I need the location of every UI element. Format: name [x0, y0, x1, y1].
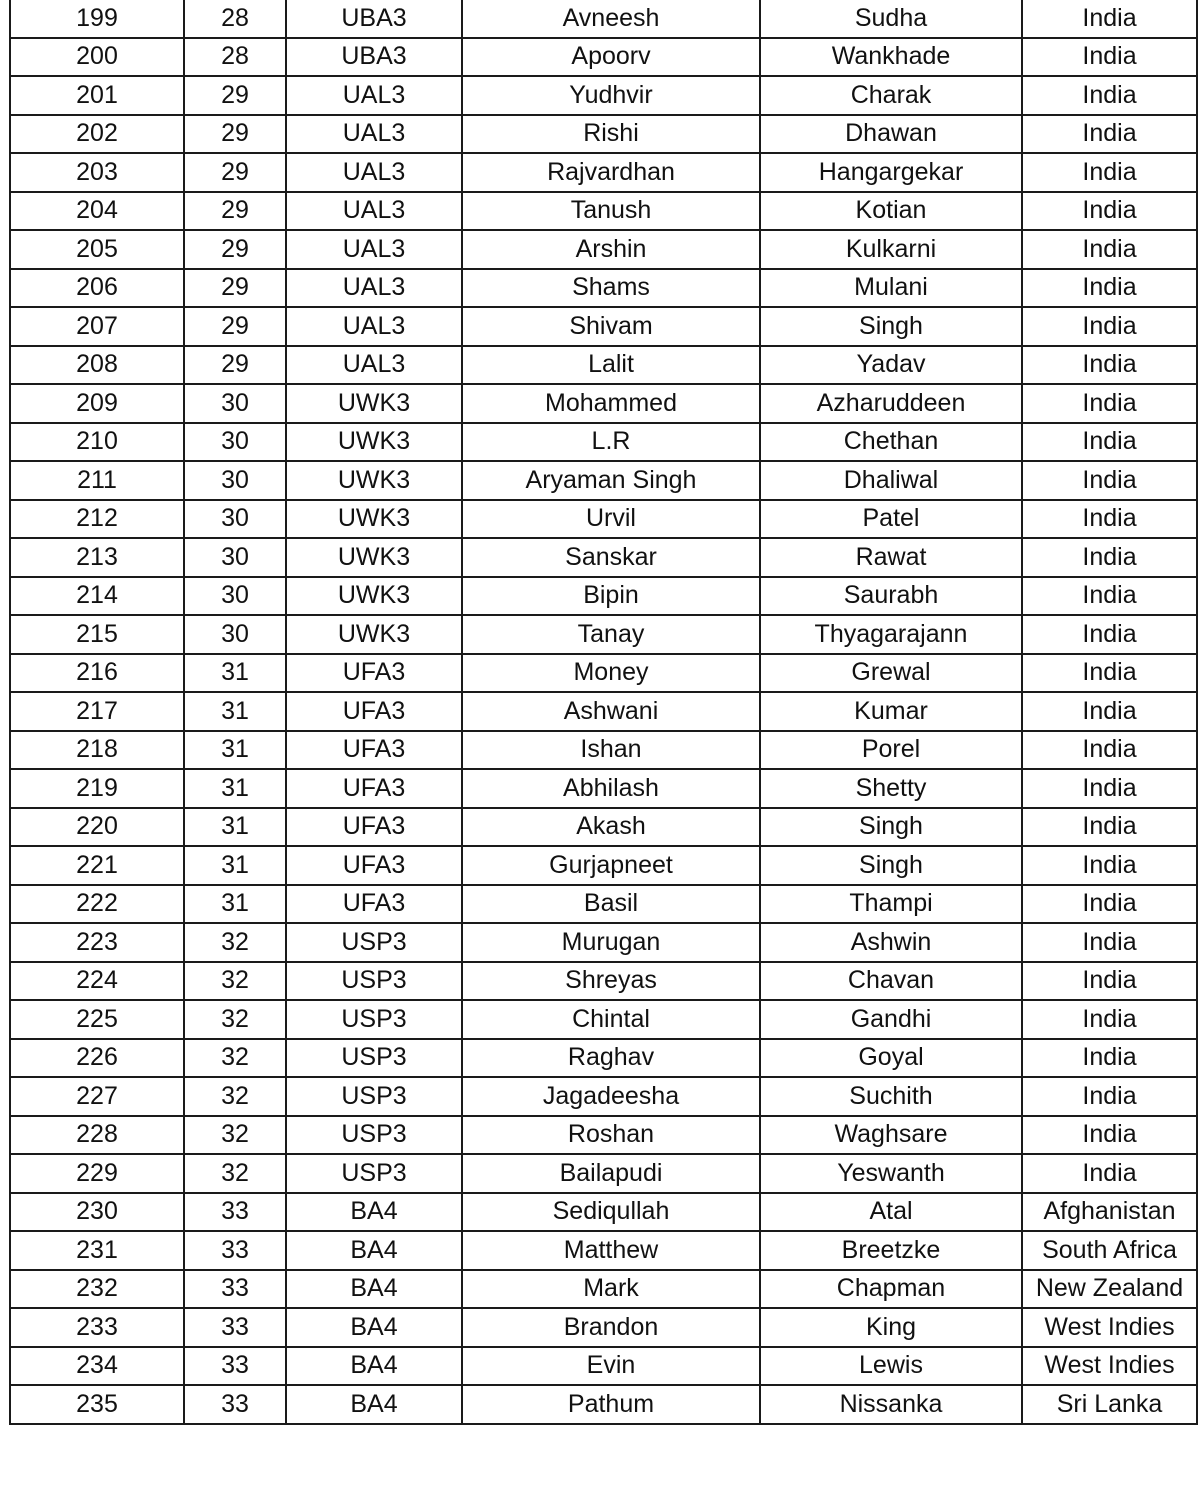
- table-row: [10, 1077, 1197, 1116]
- serial-number-cell: 206: [10, 269, 184, 308]
- country-cell: India: [1022, 461, 1197, 500]
- country-cell: India: [1022, 846, 1197, 885]
- surname-cell: Porel: [760, 731, 1022, 770]
- first-name-cell: Akash: [462, 808, 760, 847]
- surname-cell: Grewal: [760, 654, 1022, 693]
- serial-number-cell: 203: [10, 153, 184, 192]
- country-cell: India: [1022, 577, 1197, 616]
- serial-number-cell: 204: [10, 192, 184, 231]
- set-code-cell: UWK3: [286, 615, 462, 654]
- surname-cell: Thampi: [760, 885, 1022, 924]
- first-name-cell: Avneesh: [462, 0, 760, 38]
- table-row: [10, 346, 1197, 385]
- set-number-cell: 29: [184, 153, 286, 192]
- set-code-cell: UBA3: [286, 0, 462, 38]
- first-name-cell: Arshin: [462, 230, 760, 269]
- first-name-cell: Yudhvir: [462, 76, 760, 115]
- table-row: [10, 846, 1197, 885]
- first-name-cell: Raghav: [462, 1039, 760, 1078]
- country-cell: India: [1022, 1000, 1197, 1039]
- player-list-sheet: [9, 0, 1196, 1425]
- serial-number-cell: 231: [10, 1231, 184, 1270]
- country-cell: India: [1022, 0, 1197, 38]
- country-cell: India: [1022, 500, 1197, 539]
- set-code-cell: UAL3: [286, 115, 462, 154]
- serial-number-cell: 218: [10, 731, 184, 770]
- set-code-cell: UAL3: [286, 192, 462, 231]
- set-number-cell: 33: [184, 1308, 286, 1347]
- table-row: [10, 1116, 1197, 1155]
- set-code-cell: UFA3: [286, 885, 462, 924]
- set-code-cell: UFA3: [286, 654, 462, 693]
- table-row: [10, 76, 1197, 115]
- set-code-cell: USP3: [286, 1154, 462, 1193]
- first-name-cell: Abhilash: [462, 769, 760, 808]
- serial-number-cell: 233: [10, 1308, 184, 1347]
- first-name-cell: Lalit: [462, 346, 760, 385]
- player-table: [9, 0, 1198, 1425]
- set-code-cell: UFA3: [286, 808, 462, 847]
- set-code-cell: UAL3: [286, 230, 462, 269]
- first-name-cell: Urvil: [462, 500, 760, 539]
- table-row: [10, 577, 1197, 616]
- first-name-cell: Bailapudi: [462, 1154, 760, 1193]
- surname-cell: Chethan: [760, 423, 1022, 462]
- set-number-cell: 31: [184, 731, 286, 770]
- set-number-cell: 32: [184, 1154, 286, 1193]
- set-code-cell: USP3: [286, 923, 462, 962]
- serial-number-cell: 221: [10, 846, 184, 885]
- set-number-cell: 29: [184, 192, 286, 231]
- country-cell: India: [1022, 885, 1197, 924]
- serial-number-cell: 200: [10, 38, 184, 77]
- surname-cell: Suchith: [760, 1077, 1022, 1116]
- table-row: [10, 885, 1197, 924]
- surname-cell: Shetty: [760, 769, 1022, 808]
- surname-cell: Yeswanth: [760, 1154, 1022, 1193]
- set-number-cell: 30: [184, 615, 286, 654]
- table-row: [10, 615, 1197, 654]
- set-number-cell: 32: [184, 1116, 286, 1155]
- serial-number-cell: 213: [10, 538, 184, 577]
- set-number-cell: 31: [184, 846, 286, 885]
- table-row: [10, 1347, 1197, 1386]
- serial-number-cell: 216: [10, 654, 184, 693]
- country-cell: India: [1022, 192, 1197, 231]
- set-number-cell: 32: [184, 1039, 286, 1078]
- first-name-cell: L.R: [462, 423, 760, 462]
- surname-cell: Rawat: [760, 538, 1022, 577]
- country-cell: India: [1022, 769, 1197, 808]
- table-row: [10, 692, 1197, 731]
- serial-number-cell: 220: [10, 808, 184, 847]
- serial-number-cell: 222: [10, 885, 184, 924]
- set-number-cell: 30: [184, 384, 286, 423]
- set-number-cell: 29: [184, 76, 286, 115]
- country-cell: South Africa: [1022, 1231, 1197, 1270]
- surname-cell: Kotian: [760, 192, 1022, 231]
- table-row: [10, 1154, 1197, 1193]
- surname-cell: King: [760, 1308, 1022, 1347]
- set-code-cell: UFA3: [286, 692, 462, 731]
- serial-number-cell: 202: [10, 115, 184, 154]
- set-number-cell: 29: [184, 230, 286, 269]
- player-table-body: [10, 0, 1197, 1424]
- set-code-cell: UWK3: [286, 577, 462, 616]
- first-name-cell: Basil: [462, 885, 760, 924]
- set-code-cell: BA4: [286, 1231, 462, 1270]
- country-cell: India: [1022, 538, 1197, 577]
- country-cell: West Indies: [1022, 1308, 1197, 1347]
- country-cell: India: [1022, 346, 1197, 385]
- set-code-cell: BA4: [286, 1270, 462, 1309]
- serial-number-cell: 217: [10, 692, 184, 731]
- table-row: [10, 230, 1197, 269]
- surname-cell: Yadav: [760, 346, 1022, 385]
- set-code-cell: BA4: [286, 1308, 462, 1347]
- table-row: [10, 192, 1197, 231]
- serial-number-cell: 228: [10, 1116, 184, 1155]
- first-name-cell: Ashwani: [462, 692, 760, 731]
- country-cell: India: [1022, 692, 1197, 731]
- surname-cell: Mulani: [760, 269, 1022, 308]
- surname-cell: Atal: [760, 1193, 1022, 1232]
- table-row: [10, 1385, 1197, 1424]
- first-name-cell: Aryaman Singh: [462, 461, 760, 500]
- serial-number-cell: 210: [10, 423, 184, 462]
- first-name-cell: Matthew: [462, 1231, 760, 1270]
- set-number-cell: 33: [184, 1347, 286, 1386]
- set-code-cell: UWK3: [286, 384, 462, 423]
- set-number-cell: 29: [184, 115, 286, 154]
- serial-number-cell: 226: [10, 1039, 184, 1078]
- surname-cell: Dhaliwal: [760, 461, 1022, 500]
- set-code-cell: USP3: [286, 1116, 462, 1155]
- set-code-cell: USP3: [286, 1000, 462, 1039]
- surname-cell: Charak: [760, 76, 1022, 115]
- table-row: [10, 654, 1197, 693]
- set-code-cell: UWK3: [286, 461, 462, 500]
- surname-cell: Kulkarni: [760, 230, 1022, 269]
- serial-number-cell: 232: [10, 1270, 184, 1309]
- serial-number-cell: 215: [10, 615, 184, 654]
- first-name-cell: Sanskar: [462, 538, 760, 577]
- set-code-cell: USP3: [286, 1039, 462, 1078]
- surname-cell: Wankhade: [760, 38, 1022, 77]
- set-number-cell: 29: [184, 307, 286, 346]
- table-row: [10, 1231, 1197, 1270]
- first-name-cell: Jagadeesha: [462, 1077, 760, 1116]
- country-cell: Afghanistan: [1022, 1193, 1197, 1232]
- country-cell: India: [1022, 76, 1197, 115]
- first-name-cell: Pathum: [462, 1385, 760, 1424]
- set-code-cell: BA4: [286, 1347, 462, 1386]
- set-number-cell: 28: [184, 0, 286, 38]
- surname-cell: Chapman: [760, 1270, 1022, 1309]
- country-cell: West Indies: [1022, 1347, 1197, 1386]
- country-cell: India: [1022, 1154, 1197, 1193]
- surname-cell: Chavan: [760, 962, 1022, 1001]
- set-number-cell: 31: [184, 654, 286, 693]
- surname-cell: Kumar: [760, 692, 1022, 731]
- set-code-cell: UAL3: [286, 269, 462, 308]
- serial-number-cell: 208: [10, 346, 184, 385]
- table-row: [10, 1000, 1197, 1039]
- serial-number-cell: 212: [10, 500, 184, 539]
- country-cell: India: [1022, 962, 1197, 1001]
- first-name-cell: Shivam: [462, 307, 760, 346]
- surname-cell: Breetzke: [760, 1231, 1022, 1270]
- country-cell: India: [1022, 1116, 1197, 1155]
- table-row: [10, 1270, 1197, 1309]
- table-row: [10, 307, 1197, 346]
- table-row: [10, 153, 1197, 192]
- set-code-cell: UAL3: [286, 76, 462, 115]
- set-number-cell: 32: [184, 1000, 286, 1039]
- serial-number-cell: 229: [10, 1154, 184, 1193]
- serial-number-cell: 205: [10, 230, 184, 269]
- set-number-cell: 31: [184, 808, 286, 847]
- country-cell: New Zealand: [1022, 1270, 1197, 1309]
- first-name-cell: Brandon: [462, 1308, 760, 1347]
- surname-cell: Singh: [760, 846, 1022, 885]
- first-name-cell: Chintal: [462, 1000, 760, 1039]
- set-number-cell: 30: [184, 461, 286, 500]
- surname-cell: Thyagarajann: [760, 615, 1022, 654]
- serial-number-cell: 230: [10, 1193, 184, 1232]
- set-number-cell: 31: [184, 692, 286, 731]
- first-name-cell: Murugan: [462, 923, 760, 962]
- table-row: [10, 731, 1197, 770]
- first-name-cell: Mohammed: [462, 384, 760, 423]
- set-code-cell: UAL3: [286, 153, 462, 192]
- set-number-cell: 29: [184, 346, 286, 385]
- table-row: [10, 115, 1197, 154]
- table-row: [10, 500, 1197, 539]
- serial-number-cell: 211: [10, 461, 184, 500]
- country-cell: India: [1022, 731, 1197, 770]
- set-code-cell: BA4: [286, 1385, 462, 1424]
- first-name-cell: Tanay: [462, 615, 760, 654]
- surname-cell: Singh: [760, 808, 1022, 847]
- set-number-cell: 33: [184, 1385, 286, 1424]
- surname-cell: Lewis: [760, 1347, 1022, 1386]
- set-number-cell: 30: [184, 423, 286, 462]
- surname-cell: Azharuddeen: [760, 384, 1022, 423]
- first-name-cell: Shams: [462, 269, 760, 308]
- table-row: [10, 962, 1197, 1001]
- set-code-cell: USP3: [286, 962, 462, 1001]
- first-name-cell: Rishi: [462, 115, 760, 154]
- serial-number-cell: 224: [10, 962, 184, 1001]
- surname-cell: Dhawan: [760, 115, 1022, 154]
- set-code-cell: BA4: [286, 1193, 462, 1232]
- country-cell: Sri Lanka: [1022, 1385, 1197, 1424]
- set-number-cell: 32: [184, 1077, 286, 1116]
- serial-number-cell: 219: [10, 769, 184, 808]
- serial-number-cell: 227: [10, 1077, 184, 1116]
- first-name-cell: Money: [462, 654, 760, 693]
- first-name-cell: Rajvardhan: [462, 153, 760, 192]
- country-cell: India: [1022, 115, 1197, 154]
- set-code-cell: UWK3: [286, 423, 462, 462]
- set-number-cell: 29: [184, 269, 286, 308]
- first-name-cell: Evin: [462, 1347, 760, 1386]
- serial-number-cell: 207: [10, 307, 184, 346]
- set-code-cell: UFA3: [286, 769, 462, 808]
- set-number-cell: 30: [184, 500, 286, 539]
- first-name-cell: Mark: [462, 1270, 760, 1309]
- serial-number-cell: 201: [10, 76, 184, 115]
- country-cell: India: [1022, 808, 1197, 847]
- table-row: [10, 1039, 1197, 1078]
- serial-number-cell: 223: [10, 923, 184, 962]
- country-cell: India: [1022, 230, 1197, 269]
- table-row: [10, 461, 1197, 500]
- first-name-cell: Bipin: [462, 577, 760, 616]
- surname-cell: Ashwin: [760, 923, 1022, 962]
- set-number-cell: 30: [184, 577, 286, 616]
- set-number-cell: 32: [184, 962, 286, 1001]
- country-cell: India: [1022, 423, 1197, 462]
- first-name-cell: Shreyas: [462, 962, 760, 1001]
- surname-cell: Hangargekar: [760, 153, 1022, 192]
- surname-cell: Sudha: [760, 0, 1022, 38]
- serial-number-cell: 234: [10, 1347, 184, 1386]
- set-number-cell: 32: [184, 923, 286, 962]
- surname-cell: Waghsare: [760, 1116, 1022, 1155]
- country-cell: India: [1022, 1039, 1197, 1078]
- first-name-cell: Gurjapneet: [462, 846, 760, 885]
- country-cell: India: [1022, 654, 1197, 693]
- first-name-cell: Apoorv: [462, 38, 760, 77]
- set-number-cell: 31: [184, 885, 286, 924]
- set-number-cell: 30: [184, 538, 286, 577]
- table-row: [10, 38, 1197, 77]
- serial-number-cell: 225: [10, 1000, 184, 1039]
- surname-cell: Patel: [760, 500, 1022, 539]
- first-name-cell: Ishan: [462, 731, 760, 770]
- table-row: [10, 0, 1197, 38]
- surname-cell: Singh: [760, 307, 1022, 346]
- country-cell: India: [1022, 384, 1197, 423]
- serial-number-cell: 199: [10, 0, 184, 38]
- set-code-cell: UAL3: [286, 307, 462, 346]
- country-cell: India: [1022, 307, 1197, 346]
- surname-cell: Saurabh: [760, 577, 1022, 616]
- set-number-cell: 31: [184, 769, 286, 808]
- table-row: [10, 1193, 1197, 1232]
- set-code-cell: UBA3: [286, 38, 462, 77]
- country-cell: India: [1022, 923, 1197, 962]
- country-cell: India: [1022, 615, 1197, 654]
- set-number-cell: 33: [184, 1231, 286, 1270]
- surname-cell: Goyal: [760, 1039, 1022, 1078]
- serial-number-cell: 209: [10, 384, 184, 423]
- table-row: [10, 423, 1197, 462]
- table-row: [10, 384, 1197, 423]
- set-number-cell: 28: [184, 38, 286, 77]
- first-name-cell: Roshan: [462, 1116, 760, 1155]
- set-code-cell: UWK3: [286, 538, 462, 577]
- country-cell: India: [1022, 153, 1197, 192]
- serial-number-cell: 235: [10, 1385, 184, 1424]
- set-code-cell: UWK3: [286, 500, 462, 539]
- set-number-cell: 33: [184, 1270, 286, 1309]
- surname-cell: Gandhi: [760, 1000, 1022, 1039]
- table-row: [10, 923, 1197, 962]
- set-code-cell: UFA3: [286, 731, 462, 770]
- set-code-cell: USP3: [286, 1077, 462, 1116]
- country-cell: India: [1022, 38, 1197, 77]
- table-row: [10, 769, 1197, 808]
- table-row: [10, 269, 1197, 308]
- country-cell: India: [1022, 1077, 1197, 1116]
- set-number-cell: 33: [184, 1193, 286, 1232]
- serial-number-cell: 214: [10, 577, 184, 616]
- set-code-cell: UAL3: [286, 346, 462, 385]
- table-row: [10, 808, 1197, 847]
- country-cell: India: [1022, 269, 1197, 308]
- first-name-cell: Tanush: [462, 192, 760, 231]
- set-code-cell: UFA3: [286, 846, 462, 885]
- table-row: [10, 538, 1197, 577]
- first-name-cell: Sediqullah: [462, 1193, 760, 1232]
- table-row: [10, 1308, 1197, 1347]
- surname-cell: Nissanka: [760, 1385, 1022, 1424]
